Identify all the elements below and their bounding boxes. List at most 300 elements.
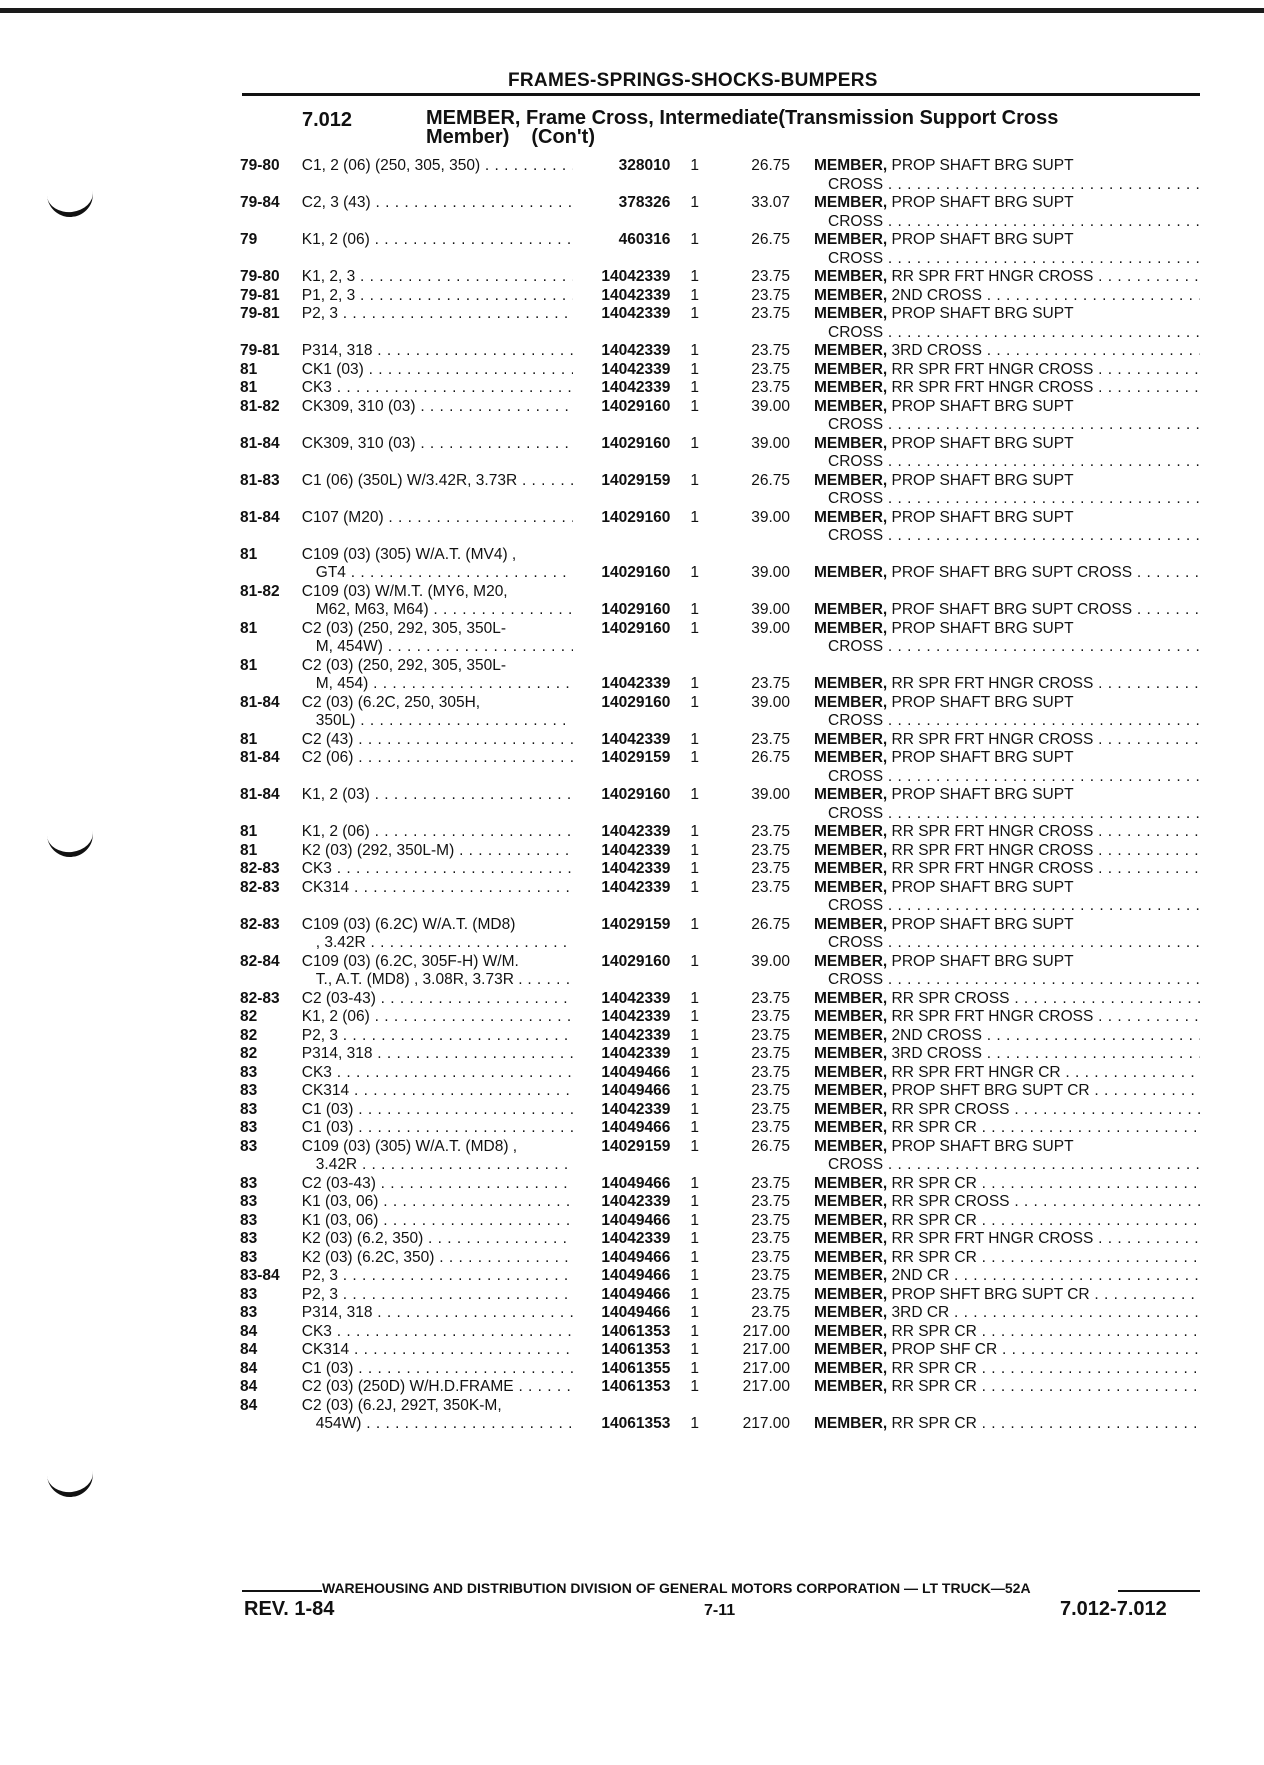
application-cell: [302, 1267, 573, 1286]
year-cell: 83: [240, 1230, 258, 1247]
price-cell: 23.75: [751, 1100, 790, 1118]
application-text: C109 (03) (6.2C, 305F-H) W/M.: [301, 952, 519, 970]
description-cell: [814, 879, 1200, 916]
description-cell: [814, 268, 1200, 287]
price-cell: 23.75: [751, 841, 790, 859]
description-keyword: MEMBER,: [814, 841, 888, 859]
application-text: CK314 . . .: [302, 1341, 573, 1360]
description-cell: [814, 361, 1200, 380]
application-cell: [302, 305, 573, 342]
application-cell: [302, 1045, 573, 1064]
description-text: RR SPR CR: [891, 1322, 977, 1340]
year-cell: 81-84: [240, 749, 280, 766]
part-number-cell: 14029159: [601, 915, 671, 933]
description-text: PROP SHAFT BRG SUPT: [891, 1137, 1074, 1155]
part-number-cell: 14049466: [601, 1082, 671, 1099]
part-number-cell: 14049466: [601, 1063, 671, 1081]
part-number-cell: 14042339: [601, 360, 671, 378]
description-keyword: MEMBER,: [814, 1378, 888, 1395]
description-keyword: MEMBER,: [814, 786, 888, 803]
description-keyword: MEMBER,: [814, 1285, 888, 1303]
application-cell: [302, 1397, 573, 1434]
section-number: 7.012: [302, 109, 353, 131]
price-cell: 39.00: [751, 693, 790, 711]
application-cell: [302, 1341, 573, 1360]
application-cell: [302, 1193, 573, 1212]
description-cell: [814, 305, 1200, 342]
description-keyword: MEMBER,: [814, 730, 888, 748]
description-keyword: MEMBER,: [814, 860, 888, 877]
description-cell: [814, 675, 1200, 694]
description-keyword: MEMBER,: [814, 1248, 888, 1266]
application-text: CK3 . . .: [302, 1323, 573, 1342]
description-cell: [814, 287, 1200, 306]
part-number-cell: 14061355: [601, 1359, 671, 1377]
description-text: PROP SHAFT BRG SUPT: [891, 619, 1074, 637]
table-row: [240, 231, 1200, 268]
part-number-cell: 14042339: [601, 841, 671, 859]
description-text: PROP SHAFT BRG SUPT: [891, 693, 1074, 711]
description-keyword: MEMBER,: [814, 1174, 888, 1192]
table-row: [240, 1008, 1200, 1027]
part-number-cell: 14029160: [601, 434, 671, 452]
quantity-cell: 1: [690, 1304, 699, 1321]
quantity-cell: 1: [690, 1285, 699, 1303]
description-text: PROF SHAFT BRG SUPT CROSS: [891, 564, 1133, 581]
description-keyword: MEMBER,: [814, 1137, 888, 1155]
price-cell: 23.75: [751, 1174, 790, 1192]
price-cell: 217.00: [742, 1341, 790, 1358]
description-text: RR SPR FRT HNGR CROSS: [891, 841, 1094, 859]
description-text: RR SPR FRT HNGR CROSS: [891, 360, 1094, 378]
description-text: RR SPR FRT HNGR CROSS: [891, 1008, 1094, 1025]
price-cell: 23.75: [751, 342, 790, 359]
description-cell: [814, 435, 1200, 472]
description-cell: [814, 1267, 1200, 1286]
description-text: CROSS: [828, 767, 884, 785]
price-cell: 26.75: [751, 915, 790, 933]
binder-hole: [47, 188, 96, 220]
application-text: C2 (03) (250D) W/H.D.FRAME . . .: [302, 1378, 573, 1397]
application-cell: [302, 1138, 573, 1175]
description-keyword: MEMBER,: [814, 1026, 888, 1044]
description-keyword: MEMBER,: [814, 268, 888, 285]
description-keyword: MEMBER,: [814, 1322, 888, 1340]
application-text: C1 (03) . . .: [302, 1101, 573, 1120]
year-cell: 79-80: [240, 268, 280, 285]
part-number-cell: 14042339: [601, 286, 671, 304]
part-number-cell: 14029160: [601, 619, 671, 637]
part-number-cell: 14042339: [601, 878, 671, 896]
quantity-cell: 1: [690, 1230, 699, 1247]
description-keyword: MEMBER,: [814, 915, 888, 933]
description-cell: [814, 342, 1200, 361]
year-cell: 81: [240, 360, 258, 378]
table-row: [240, 879, 1200, 916]
description-keyword: MEMBER,: [814, 675, 888, 692]
price-cell: 23.75: [751, 268, 790, 285]
table-row: [240, 694, 1200, 731]
table-row: [240, 842, 1200, 861]
quantity-cell: 1: [690, 434, 699, 452]
description-text: RR SPR CR: [891, 1378, 977, 1395]
price-cell: 26.75: [751, 471, 790, 489]
year-cell: 83: [240, 1211, 258, 1229]
price-cell: 23.75: [751, 823, 790, 840]
price-cell: 23.75: [751, 1211, 790, 1229]
description-keyword: MEMBER,: [814, 1230, 888, 1247]
application-cell: [302, 546, 573, 583]
description-keyword: MEMBER,: [814, 619, 888, 637]
year-cell: 82: [240, 1045, 258, 1062]
price-cell: 23.75: [751, 1082, 790, 1099]
part-number-cell: 14029160: [601, 508, 671, 526]
table-row: [240, 916, 1200, 953]
description-cell: [814, 472, 1200, 509]
table-row: [240, 1230, 1200, 1249]
application-text: P2, 3 . . .: [302, 1286, 573, 1305]
description-text: CROSS: [828, 712, 884, 729]
year-cell: 82-84: [240, 952, 280, 970]
application-text: GT4 . . .: [302, 564, 573, 583]
description-keyword: MEMBER,: [814, 1082, 888, 1099]
quantity-cell: 1: [690, 397, 699, 415]
table-row: [240, 657, 1200, 694]
year-cell: 83: [240, 1100, 258, 1118]
quantity-cell: 1: [690, 471, 699, 489]
description-keyword: MEMBER,: [814, 564, 888, 581]
description-cell: [814, 842, 1200, 861]
application-cell: [302, 1082, 573, 1101]
quantity-cell: 1: [690, 952, 699, 970]
price-cell: 23.75: [751, 379, 790, 396]
application-cell: [302, 194, 573, 231]
year-cell: 82-83: [240, 989, 280, 1007]
table-row: [240, 1045, 1200, 1064]
application-text: CK314 . . .: [302, 879, 573, 898]
part-number-cell: 14042339: [601, 823, 671, 840]
description-text: RR SPR CROSS: [891, 989, 1010, 1007]
application-text: P314, 318 . . .: [302, 342, 573, 361]
application-cell: [302, 1064, 573, 1083]
year-cell: 81-82: [240, 582, 280, 600]
quantity-cell: 1: [690, 823, 699, 840]
price-cell: 23.75: [751, 286, 790, 304]
part-number-cell: 14042339: [601, 675, 671, 692]
application-text: C2 (03) (250, 292, 305, 350L-: [301, 619, 506, 637]
year-cell: 81: [240, 841, 258, 859]
application-text: CK3 . . .: [302, 1064, 573, 1083]
application-cell: [302, 1249, 573, 1268]
description-text: CROSS: [828, 175, 884, 193]
description-text: CROSS: [828, 804, 884, 822]
price-cell: 217.00: [742, 1359, 790, 1377]
year-cell: 84: [240, 1359, 258, 1377]
description-cell: [814, 620, 1200, 657]
description-keyword: MEMBER,: [814, 823, 888, 840]
parts-list: [240, 157, 1200, 1434]
part-number-cell: 14042339: [601, 305, 671, 322]
description-cell: [814, 1286, 1200, 1305]
description-cell: [814, 1045, 1200, 1064]
table-row: [240, 786, 1200, 823]
application-cell: [302, 287, 573, 306]
description-keyword: MEMBER,: [814, 434, 888, 452]
year-cell: 79-80: [240, 157, 280, 174]
description-cell: [814, 1212, 1200, 1231]
description-text: CROSS: [828, 971, 884, 988]
application-cell: [302, 749, 573, 786]
description-keyword: MEMBER,: [814, 379, 888, 396]
table-row: [240, 342, 1200, 361]
part-number-cell: 14049466: [601, 1174, 671, 1192]
application-text: CK309, 310 (03) . . .: [302, 398, 573, 417]
year-cell: 81: [240, 379, 258, 396]
part-number-cell: 14042339: [601, 342, 671, 359]
description-cell: [814, 1323, 1200, 1342]
part-number-cell: 14061353: [601, 1341, 671, 1358]
description-cell: [814, 823, 1200, 842]
application-cell: [302, 509, 573, 546]
description-cell: [814, 1119, 1200, 1138]
application-cell: [302, 231, 573, 268]
description-cell: [814, 731, 1200, 750]
price-cell: 26.75: [751, 749, 790, 766]
application-cell: [302, 472, 573, 509]
description-cell: [814, 953, 1200, 990]
part-number-cell: 14029159: [601, 749, 671, 766]
price-cell: 23.75: [751, 1119, 790, 1136]
year-cell: 82: [240, 1026, 258, 1044]
binder-hole: [47, 1468, 96, 1500]
description-keyword: MEMBER,: [814, 1304, 888, 1321]
description-text: 2ND CR: [891, 1267, 950, 1284]
part-number-cell: 14042339: [601, 860, 671, 877]
application-cell: [302, 1286, 573, 1305]
table-row: [240, 1397, 1200, 1434]
description-cell: [814, 564, 1200, 583]
year-cell: 81: [240, 545, 258, 563]
application-cell: [302, 342, 573, 361]
price-cell: 39.00: [751, 397, 790, 415]
description-keyword: MEMBER,: [814, 471, 888, 489]
description-keyword: MEMBER,: [814, 1100, 888, 1118]
description-text: CROSS: [828, 897, 884, 914]
application-cell: [302, 1230, 573, 1249]
table-row: [240, 1119, 1200, 1138]
description-text: CROSS: [828, 212, 884, 230]
description-cell: [814, 194, 1200, 231]
description-keyword: MEMBER,: [814, 693, 888, 711]
description-cell: [814, 509, 1200, 546]
description-keyword: MEMBER,: [814, 1211, 888, 1229]
table-row: [240, 860, 1200, 879]
description-cell: [814, 990, 1200, 1009]
application-text: K1, 2, 3 . . .: [302, 268, 573, 287]
part-number-cell: 14042339: [601, 1193, 671, 1210]
year-cell: 81-84: [240, 786, 280, 803]
quantity-cell: 1: [690, 1193, 699, 1210]
table-row: [240, 1360, 1200, 1379]
quantity-cell: 1: [690, 878, 699, 896]
application-text: C2 (03) (250, 292, 305, 350L-: [301, 656, 506, 674]
quantity-cell: 1: [690, 157, 699, 174]
part-number-cell: 14049466: [601, 1248, 671, 1266]
application-text: C2, 3 (43) . . .: [302, 194, 573, 213]
description-text: PROP SHAFT BRG SUPT: [891, 471, 1074, 489]
application-cell: [302, 953, 573, 990]
application-text: K1, 2 (03) . . .: [302, 786, 573, 805]
description-keyword: MEMBER,: [814, 989, 888, 1007]
description-keyword: MEMBER,: [814, 231, 888, 248]
quantity-cell: 1: [690, 1378, 699, 1395]
application-text: C109 (03) (305) W/A.T. (MV4) ,: [301, 545, 517, 563]
table-row: [240, 1082, 1200, 1101]
year-cell: 79-84: [240, 194, 280, 211]
quantity-cell: 1: [690, 989, 699, 1007]
table-row: [240, 287, 1200, 306]
price-cell: 39.00: [751, 786, 790, 803]
application-text: 454W) . . .: [302, 1415, 573, 1434]
year-cell: 83: [240, 1082, 258, 1099]
description-text: CROSS: [828, 249, 884, 267]
page-reference: 7.012-7.012: [1060, 1598, 1167, 1620]
page-number: 7-11: [704, 1602, 736, 1619]
year-cell: 83: [240, 1248, 258, 1266]
description-keyword: MEMBER,: [814, 749, 888, 766]
application-text: CK3 . . .: [302, 379, 573, 398]
quantity-cell: 1: [690, 379, 699, 396]
description-cell: [814, 1304, 1200, 1323]
description-text: RR SPR FRT HNGR CR: [891, 1063, 1061, 1081]
quantity-cell: 1: [690, 786, 699, 803]
application-text: P2, 3 . . .: [302, 305, 573, 324]
application-text: C109 (03) (6.2C) W/A.T. (MD8): [301, 915, 516, 933]
binder-hole: [47, 828, 96, 860]
application-text: CK1 (03) . . .: [302, 361, 573, 380]
price-cell: 23.75: [751, 675, 790, 692]
quantity-cell: 1: [690, 1341, 699, 1358]
description-text: RR SPR FRT HNGR CROSS: [891, 823, 1094, 840]
description-text: RR SPR FRT HNGR CROSS: [891, 860, 1094, 877]
table-row: [240, 1286, 1200, 1305]
year-cell: 83: [240, 1285, 258, 1303]
description-text: CROSS: [828, 527, 884, 544]
description-text: CROSS: [828, 638, 884, 655]
description-keyword: MEMBER,: [814, 286, 888, 304]
table-row: [240, 194, 1200, 231]
application-text: K1, 2 (06) . . .: [302, 823, 573, 842]
description-text: RR SPR CR: [891, 1211, 977, 1229]
description-text: CROSS: [828, 416, 884, 433]
table-row: [240, 361, 1200, 380]
table-row: [240, 472, 1200, 509]
application-text: C2 (06) . . .: [302, 749, 573, 768]
year-cell: 79-81: [240, 342, 280, 359]
price-cell: 23.75: [751, 730, 790, 748]
price-cell: 23.75: [751, 1285, 790, 1303]
table-row: [240, 1064, 1200, 1083]
quantity-cell: 1: [690, 508, 699, 526]
part-number-cell: 460316: [618, 231, 671, 248]
application-text: P314, 318 . . .: [302, 1045, 573, 1064]
application-cell: [302, 694, 573, 731]
quantity-cell: 1: [690, 675, 699, 692]
price-cell: 23.75: [751, 1045, 790, 1062]
quantity-cell: 1: [690, 564, 699, 581]
quantity-cell: 1: [690, 1174, 699, 1192]
part-number-cell: 14042339: [601, 1100, 671, 1118]
description-cell: [814, 1138, 1200, 1175]
quantity-cell: 1: [690, 1267, 699, 1284]
table-row: [240, 953, 1200, 990]
table-row: [240, 1323, 1200, 1342]
part-number-cell: 14029160: [601, 786, 671, 803]
part-number-cell: 14029160: [601, 564, 671, 581]
application-text: K1, 2 (06) . . .: [302, 231, 573, 250]
description-cell: [814, 231, 1200, 268]
description-text: RR SPR CR: [891, 1119, 977, 1136]
description-text: PROP SHAFT BRG SUPT: [891, 786, 1074, 803]
description-text: PROP SHAFT BRG SUPT: [891, 952, 1074, 970]
application-text: C1 (03) . . .: [302, 1360, 573, 1379]
description-text: PROP SHAFT BRG SUPT: [891, 434, 1074, 452]
part-number-cell: 14049466: [601, 1267, 671, 1284]
table-row: [240, 1175, 1200, 1194]
application-text: K1 (03, 06) . . .: [302, 1212, 573, 1231]
part-number-cell: 14042339: [601, 379, 671, 396]
year-cell: 84: [240, 1341, 258, 1358]
year-cell: 81: [240, 730, 258, 748]
year-cell: 83: [240, 1193, 258, 1210]
table-row: [240, 305, 1200, 342]
application-text: M, 454W) . . .: [302, 638, 573, 657]
quantity-cell: 1: [690, 231, 699, 248]
application-text: C2 (03-43) . . .: [302, 1175, 573, 1194]
application-cell: [302, 620, 573, 657]
quantity-cell: 1: [690, 1100, 699, 1118]
description-text: RR SPR CROSS: [891, 1193, 1010, 1210]
application-text: P1, 2, 3 . . .: [302, 287, 573, 306]
quantity-cell: 1: [690, 360, 699, 378]
description-keyword: MEMBER,: [814, 1045, 888, 1062]
quantity-cell: 1: [690, 1082, 699, 1099]
description-keyword: MEMBER,: [814, 508, 888, 526]
description-keyword: MEMBER,: [814, 1063, 888, 1081]
table-row: [240, 1138, 1200, 1175]
table-row: [240, 268, 1200, 287]
table-row: [240, 435, 1200, 472]
table-row: [240, 749, 1200, 786]
application-cell: [302, 1008, 573, 1027]
description-text: RR SPR CR: [891, 1415, 977, 1432]
description-text: PROP SHAFT BRG SUPT: [891, 749, 1074, 766]
description-text: RR SPR CROSS: [891, 1100, 1010, 1118]
application-text: , 3.42R . . .: [302, 934, 573, 953]
table-row: [240, 1378, 1200, 1397]
quantity-cell: 1: [690, 601, 699, 618]
description-text: PROP SHAFT BRG SUPT: [891, 915, 1074, 933]
footer-rule-left: [242, 1590, 322, 1592]
application-cell: [302, 786, 573, 823]
price-cell: 23.75: [751, 1304, 790, 1321]
description-cell: [814, 694, 1200, 731]
description-text: CROSS: [828, 323, 884, 341]
quantity-cell: 1: [690, 730, 699, 748]
part-number-cell: 14061353: [601, 1322, 671, 1340]
description-text: RR SPR CR: [891, 1248, 977, 1266]
description-text: 3RD CROSS: [891, 342, 982, 359]
